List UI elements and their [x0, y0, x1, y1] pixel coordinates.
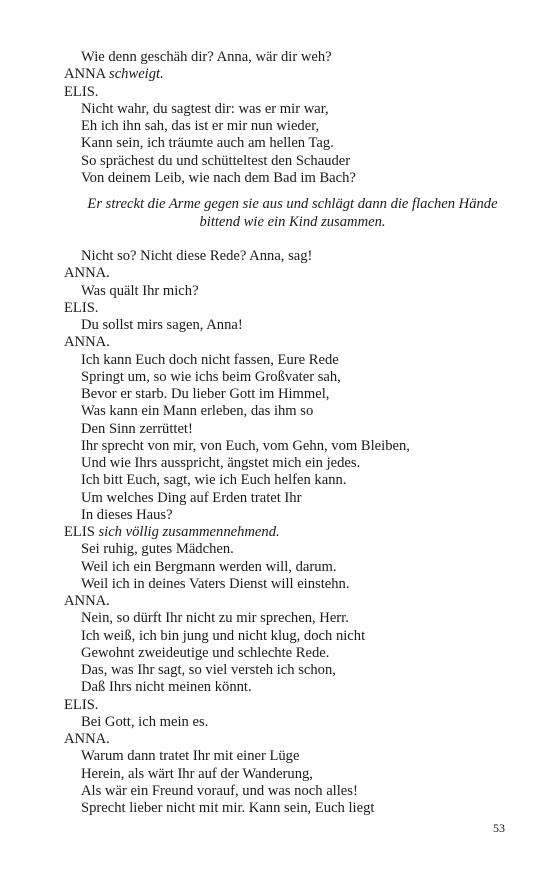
inline-stage-direction: sich völlig zusammennehmend. [98, 524, 280, 540]
speaker-line [64, 84, 504, 101]
speaker-line [64, 524, 504, 541]
stage-direction [64, 195, 504, 231]
inline-stage-direction: schweigt. [109, 66, 164, 83]
verse-line: Du sollst mirs sagen, Anna! [81, 317, 243, 333]
verse-line: Ihr sprecht von mir, von Euch, vom Gehn, vom Bleiben, [81, 437, 410, 454]
verse-line: Sprecht lieber nicht mit mir. Kann sein, Euch liegt [81, 800, 375, 816]
speaker-line [64, 265, 504, 282]
verse-line: Daß Ihrs nicht meinen könnt. [81, 679, 252, 696]
speaker-name: ANNA. [64, 593, 110, 609]
speaker-name: ANNA. [64, 334, 110, 351]
verse-line: Nein, so dürft Ihr nicht zu mir sprechen, Herr. [81, 610, 349, 627]
verse-line: Um welches Ding auf Erden tratet Ihr [81, 489, 302, 506]
speaker-name: ELIS. [64, 83, 99, 100]
verse-line: Bevor er starb. Du lieber Gott im Himmel, [81, 386, 330, 402]
verse-line: Warum dann tratet Ihr mit einer Lüge [81, 748, 300, 765]
verse-line: Was quält Ihr mich? [81, 282, 199, 299]
dialogue-before-stage-direction [64, 49, 504, 187]
speaker-line [64, 731, 504, 748]
speaker-line [64, 593, 504, 610]
verse-line: Nicht wahr, du sagtest dir: was er mir war, [81, 100, 329, 117]
verse-line: Ich bitt Euch, sagt, wie ich Euch helfen kann. [81, 472, 347, 489]
verse-line: Das, was Ihr sagt, so viel versteh ich schon, [81, 662, 336, 678]
speaker-name: ANNA. [64, 265, 110, 282]
verse-line: So sprächest du und schütteltest den Schauder [81, 152, 351, 169]
verse-line: Als wär ein Freund vorauf, und was noch alles! [81, 782, 358, 799]
stage-direction-line: bittend wie ein Kind zusammen. [199, 214, 386, 230]
verse-line: Gewohnt zweideutige und schlechte Rede. [81, 644, 330, 661]
speaker-name: ANNA [64, 66, 106, 83]
verse-line: Den Sinn zerrüttet! [81, 420, 193, 437]
verse-line: Eh ich ihn sah, das ist er mir nun wieder, [81, 118, 320, 134]
verse-line: Von deinem Leib, wie nach dem Bad im Bach? [81, 169, 356, 186]
play-text [64, 49, 504, 817]
verse-line: Bei Gott, ich mein es. [81, 713, 209, 730]
speaker-line [64, 66, 504, 83]
verse-line: Sei ruhig, gutes Mädchen. [81, 541, 234, 558]
verse-line: Wie denn geschäh dir? Anna, wär dir weh? [81, 49, 332, 65]
verse-line: Und wie Ihrs ausspricht, ängstet mich ein jedes. [81, 455, 361, 471]
speaker-line [64, 334, 504, 351]
verse-line: Ich kann Euch doch nicht fassen, Eure Rede [81, 351, 339, 368]
dialogue-after-stage-direction [64, 248, 504, 817]
verse-line: Herein, als wärt Ihr auf der Wanderung, [81, 765, 313, 782]
verse-line: Was kann ein Mann erleben, das ihm so [81, 403, 314, 420]
speaker-name: ELIS. [64, 696, 99, 713]
verse-line: In dieses Haus? [81, 506, 173, 523]
verse-line: Weil ich in deines Vaters Dienst will einstehn. [81, 575, 350, 592]
stage-direction-line: Er streckt die Arme gegen sie aus und schlägt dann die flachen Hände [87, 196, 498, 212]
speaker-line [64, 697, 504, 714]
speaker-name: ELIS. [64, 299, 99, 316]
verse-line: Springt um, so wie ichs beim Großvater sah, [81, 368, 341, 385]
page-number: 53 [493, 821, 505, 835]
verse-line: Weil ich ein Bergmann werden will, darum. [81, 558, 337, 575]
verse-line: Nicht so? Nicht diese Rede? Anna, sag! [81, 248, 313, 264]
verse-line: Kann sein, ich träumte auch am hellen Tag. [81, 135, 334, 152]
speaker-name: ANNA. [64, 731, 110, 747]
speaker-line [64, 300, 504, 317]
speaker-name: ELIS [64, 524, 95, 540]
verse-line: Ich weiß, ich bin jung und nicht klug, doch nicht [81, 627, 366, 644]
